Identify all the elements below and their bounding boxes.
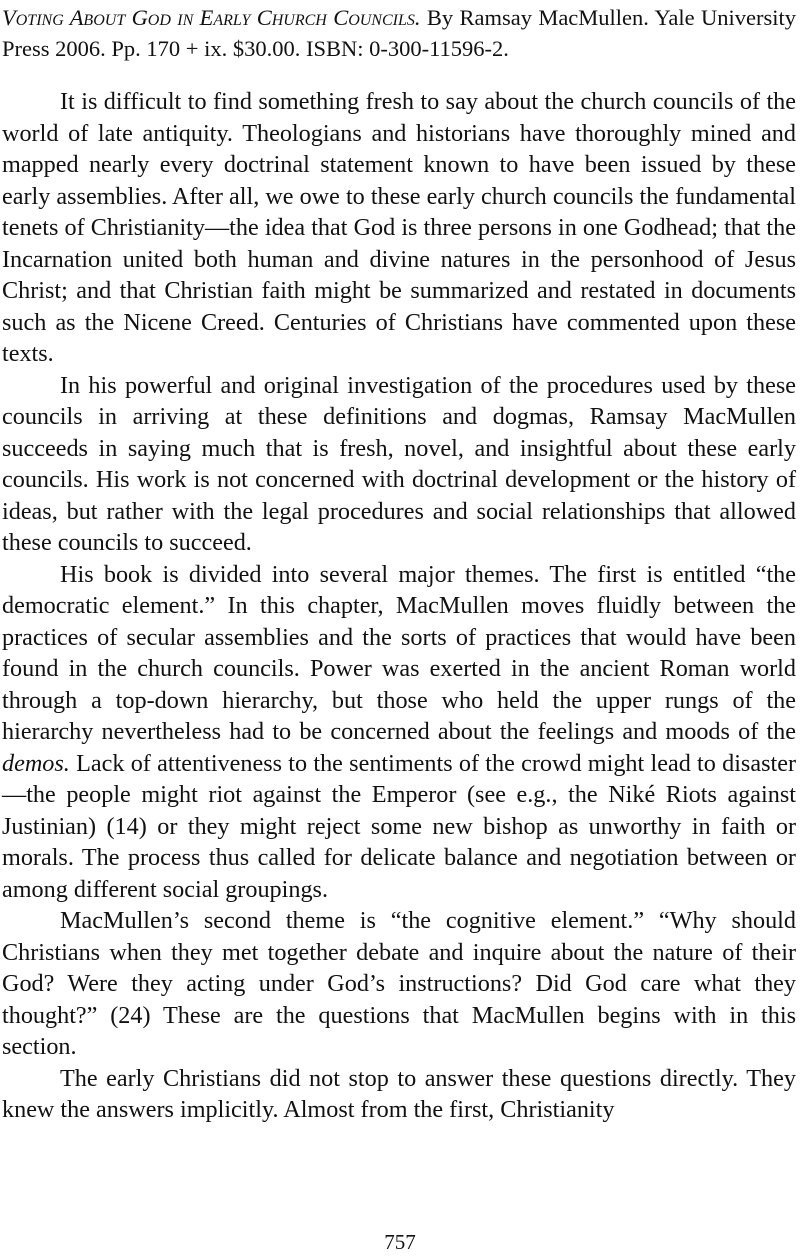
page <box>2 2 796 1126</box>
paragraph: In his powerful and original investigation of the procedures used by these councils in arriving at these definitions and dogmas, Ramsay MacMullen succeeds in saying much that is fresh, novel, and insightful about these early councils. His work is not concerned with doctrinal development or the history of ideas, but rather with the legal procedures and social relationships that allowed these councils to succeed. <box>2 371 796 556</box>
paragraph <box>2 559 796 906</box>
paragraph-text: His book is divided into several major themes. The first is entitled “the democratic element.” In this chapter, MacMullen moves fluidly between the practices of secular assemblies and the sorts of practices that would have been found in the church councils. Power was exerted in the ancient Roman world through a top-down hierarchy, but those who held the upper rungs of the hierarchy nevertheless had to be concerned about the feelings and moods of the <box>2 560 796 745</box>
page-number: 757 <box>384 1230 416 1254</box>
publication-details: Yale University Press 2006. Pp. 170 + ix. $30.00. ISBN: 0-300-11596-2. <box>2 5 796 61</box>
paragraph: MacMullen’s second theme is “the cognitive element.” “Why should Christians when they met together debate and inquire about the nature of their God? Were they acting under God’s instructions? Did God care what they thought?” (24) These are the questions that MacMullen begins with in this section. <box>2 907 796 1060</box>
book-title: Voting About God in Early Church Councils. <box>2 5 421 30</box>
paragraph: It is difficult to find something fresh to say about the church councils of the world of late antiquity. Theologians and historians have thoroughly mined and mapped nearly every doctrinal statement known to have been issued by these early assemblies. After all, we owe to these early church councils the fundamental tenets of Christianity—the idea that God is three persons in one Godhead; that the Incarnation united both human and divine natures in the personhood of Jesus Christ; and that Christian faith might be summarized and restated in documents such as the Nicene Creed. Centuries of Christians have commented upon these texts. <box>2 88 796 367</box>
paragraph-text: Lack of attentiveness to the sentiments of the crowd might lead to disaster—the people might riot against the Emperor (see e.g., the Niké Riots against Justinian) (14) or they might reject some new bishop as unworthy in faith or morals. The process thus called for delicate balance and negotiation between or among different social groupings. <box>2 749 796 903</box>
italic-term: demos. <box>2 749 70 777</box>
review-body <box>2 86 796 1126</box>
paragraph: The early Christians did not stop to answer these questions directly. They knew the answers implicitly. Almost from the first, Christianity <box>2 1064 796 1123</box>
book-author: By Ramsay MacMullen. <box>426 5 649 30</box>
book-citation <box>2 2 796 64</box>
